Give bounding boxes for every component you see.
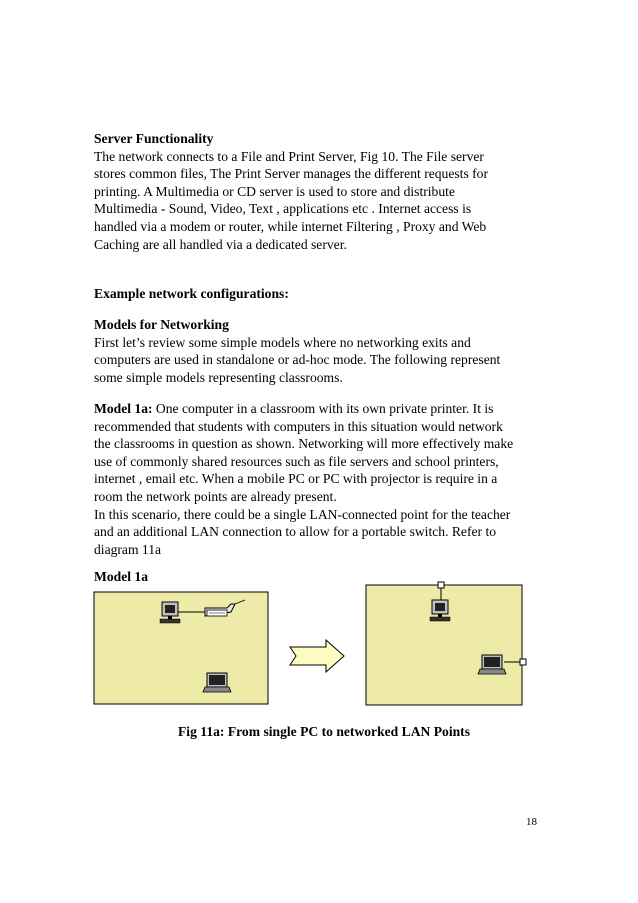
page-number: 18	[526, 816, 537, 828]
laptop-icon	[478, 655, 506, 674]
body-line: In this scenario, there could be a single LAN-connected point for the teacher	[94, 506, 511, 522]
body-line: printing. A Multimedia or CD server is used to store and distribute	[94, 183, 455, 199]
body-line: stores common files, The Print Server manages the different requests for	[94, 166, 488, 182]
models-heading: Models for Networking	[94, 317, 229, 332]
figure-caption: Fig 11a: From single PC to networked LAN Points	[178, 724, 470, 739]
model-1a-first-line-text: One computer in a classroom with its own private printer. It is	[152, 401, 494, 416]
body-line: and an additional LAN connection to allow for a portable switch. Refer to	[94, 524, 497, 540]
classroom-standalone	[94, 592, 268, 704]
body-line: internet , email etc. When a mobile PC or PC with projector is require in a	[94, 471, 498, 487]
body-line: handled via a modem or router, while internet Filtering , Proxy and Web	[94, 218, 487, 234]
lan-point-icon	[438, 582, 444, 588]
body-line: The network connects to a File and Print Server, Fig 10. The File server	[94, 148, 484, 164]
laptop-icon	[203, 673, 231, 692]
body-line: computers are used in standalone or ad-hoc mode. The following represent	[94, 352, 501, 368]
desktop-computer-icon	[430, 600, 450, 621]
body-line: some simple models representing classrooms.	[94, 369, 343, 385]
body-line: diagram 11a	[94, 541, 162, 557]
body-line: recommended that students with computers in this situation would network	[94, 418, 503, 434]
server-functionality-heading: Server Functionality	[94, 131, 214, 146]
body-line: room the network points are already present.	[94, 488, 337, 504]
body-line: Multimedia - Sound, Video, Text , applications etc . Internet access is	[94, 201, 472, 217]
body-line: Caching are all handled via a dedicated server.	[94, 236, 347, 252]
model-1a-label: Model 1a:	[94, 401, 153, 416]
example-configurations-heading: Example network configurations:	[94, 286, 289, 301]
model-1a-heading: Model 1a	[94, 569, 148, 584]
body-line: the classrooms in question as shown. Networking will more effectively make	[94, 436, 514, 452]
lan-point-icon	[520, 659, 526, 665]
body-line: use of commonly shared resources such as file servers and school printers,	[94, 453, 499, 469]
body-line: First let’s review some simple models where no networking exits and	[94, 334, 471, 350]
transition-arrow	[290, 640, 344, 672]
